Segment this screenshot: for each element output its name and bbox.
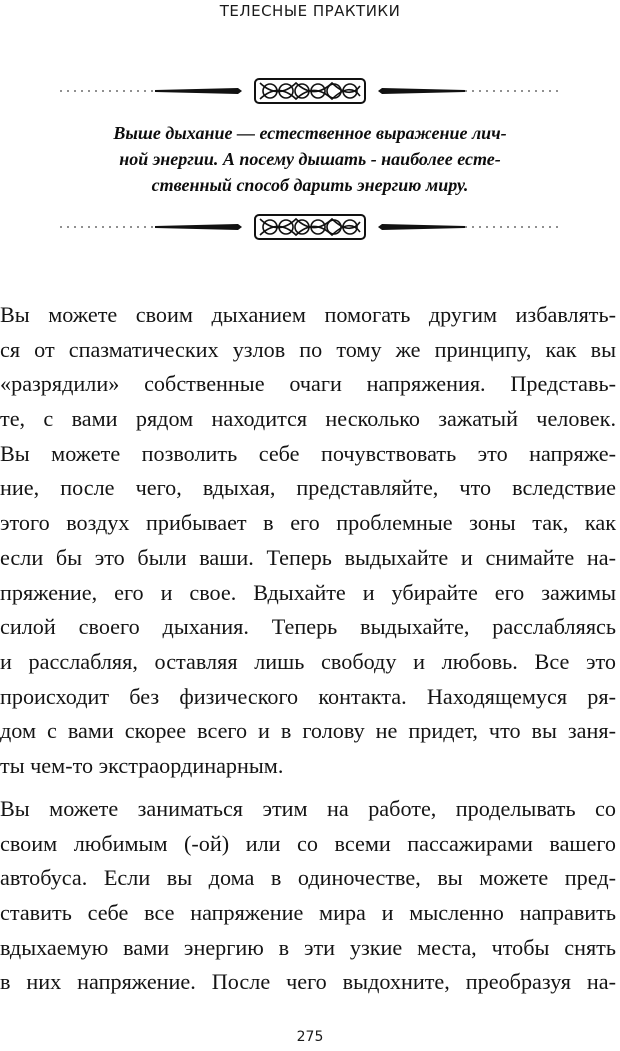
text-line: силой своего дыхания. Теперь выдыхайте, расслабляясь xyxy=(0,614,616,640)
text-line: ся от спазматических узлов по тому же принципу, как вы xyxy=(0,336,616,362)
text-line: Вы можете заниматься этим на работе, проделывать со xyxy=(0,796,616,821)
text-line: в них напряжение. После чего выдохните, преобразуя на- xyxy=(0,969,616,995)
text-line: Вы можете своим дыханием помогать другим избавлять- xyxy=(0,302,616,327)
text-line: этого воздух прибывает в его проблемные зоны так, как xyxy=(0,510,616,536)
running-header: ТЕЛЕСНЫЕ ПРАКТИКИ xyxy=(219,2,401,20)
text-line: «разрядили» собственные очаги напряжения. Представь- xyxy=(0,371,616,397)
ornament-divider-bottom xyxy=(60,210,560,242)
text-line: ставить себе все напряжение мира и мысленно направить xyxy=(0,900,616,926)
text-line: вдыхаемую вами энергию в эти узкие места, чтобы снять xyxy=(0,934,616,960)
text-line: ние, после чего, вдыхая, представляйте, что вследствие xyxy=(0,475,616,501)
epigraph-line: Выше дыхание — естественное выражение лич- xyxy=(113,123,507,143)
text-line: автобуса. Если вы дома в одиночестве, вы можете пред- xyxy=(0,865,616,891)
text-line: пряжение, его и свое. Вдыхайте и убирайте его зажимы xyxy=(0,579,616,605)
text-line: и расслабляя, оставляя лишь свободу и любовь. Все это xyxy=(0,648,616,674)
paragraph-1 xyxy=(0,298,616,784)
celtic-knot-divider-icon xyxy=(60,210,560,242)
epigraph xyxy=(70,120,550,198)
epigraph-line: ственный способ дарить энергию миру. xyxy=(151,175,469,195)
text-line: дом с вами скорее всего и в голову не придет, что вы заня- xyxy=(0,718,616,744)
text-line: Вы можете позволить себе почувствовать это напряже- xyxy=(0,440,616,466)
celtic-knot-divider-icon xyxy=(60,74,560,106)
epigraph-line: ной энергии. А посему дышать - наиболее есте- xyxy=(119,149,501,169)
text-line: своим любимым (-ой) или со всеми пассажирами вашего xyxy=(0,830,616,856)
text-line: происходит без физического контакта. Находящемуся ря- xyxy=(0,683,616,709)
page-number: 275 xyxy=(296,1029,324,1045)
text-line: ты чем-то экстраординарным. xyxy=(0,752,284,778)
text-line: те, с вами рядом находится несколько зажатый человек. xyxy=(0,406,616,432)
paragraph-2 xyxy=(0,792,616,1000)
text-line: если бы это были ваши. Теперь выдыхайте и снимайте на- xyxy=(0,544,616,570)
ornament-divider-top xyxy=(60,74,560,106)
